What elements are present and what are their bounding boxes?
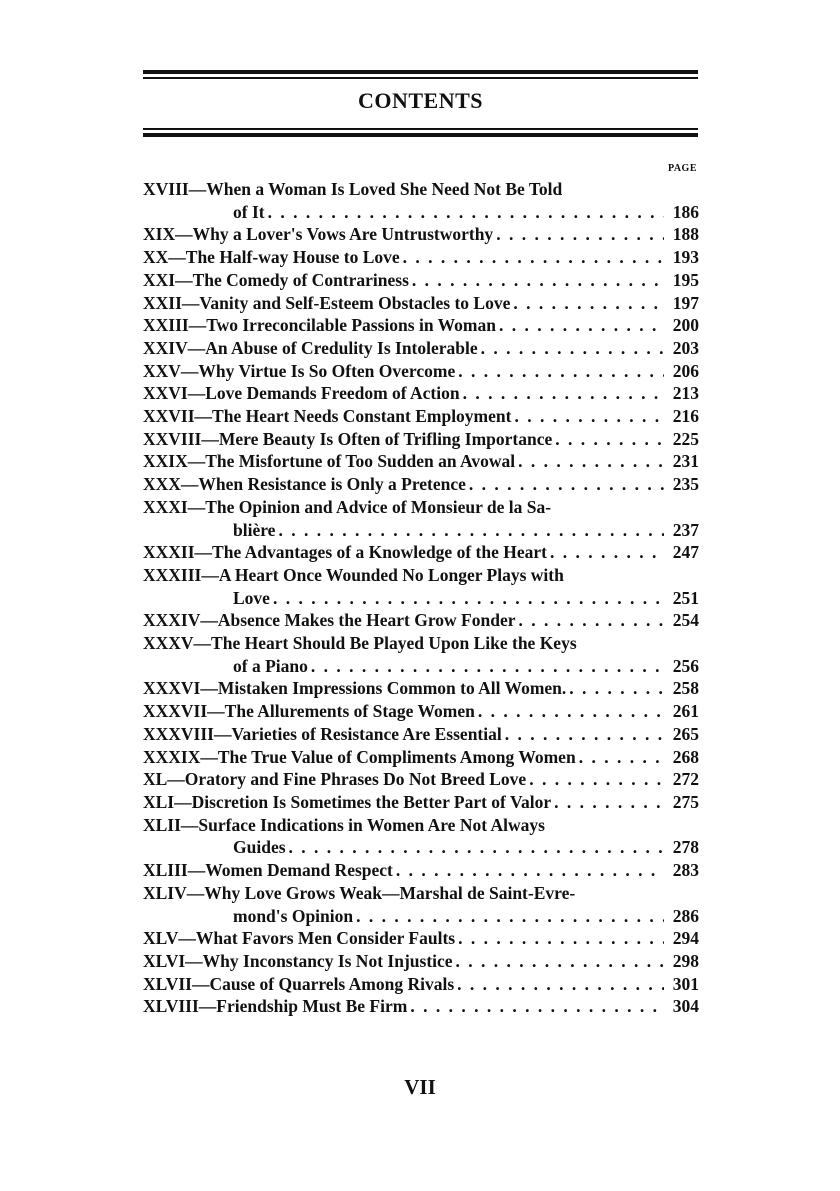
toc-entry-title: XXXIX—The True Value of Compliments Among Women (143, 746, 576, 767)
toc-entry (143, 382, 699, 405)
toc-page-number: 235 (672, 474, 699, 495)
toc-page-number: 261 (672, 701, 699, 722)
toc-entry-title: XXXV—The Heart Should Be Played Upon Like the Keys (143, 633, 577, 654)
toc-page-number: 237 (672, 519, 699, 540)
dot-leader (496, 223, 664, 246)
toc-entry-title: XLVI—Why Inconstancy Is Not Injustice (143, 950, 453, 971)
toc-page-number: 254 (672, 610, 699, 631)
toc-entry (143, 314, 699, 337)
toc-entry (143, 178, 699, 223)
toc-entry-continuation: Love (233, 587, 270, 608)
mid-rule-thick (143, 133, 698, 137)
dot-leader (529, 768, 664, 791)
toc-entry-title: XLVII—Cause of Quarrels Among Rivals (143, 973, 455, 994)
toc-entry-title: XXVIII—Mere Beauty Is Often of Trifling Importance (143, 428, 553, 449)
toc-entry (143, 882, 699, 927)
toc-entry-title: XLI—Discretion Is Sometimes the Better Part of Valor (143, 791, 552, 812)
toc-page-number: 294 (672, 928, 699, 949)
toc-entry (143, 428, 699, 451)
toc-entry-continuation: blière (233, 519, 276, 540)
dot-leader (518, 609, 664, 632)
toc-page-number: 298 (672, 950, 699, 971)
top-rule-thick (143, 70, 698, 74)
contents-heading: CONTENTS (357, 88, 484, 113)
toc-entry-title: XXV—Why Virtue Is So Often Overcome (143, 360, 456, 381)
top-rule-thin (143, 77, 698, 79)
toc-entry-title: XXIX—The Misfortune of Too Sudden an Avowal (143, 451, 516, 472)
toc-page-number: 195 (672, 269, 699, 290)
toc-entry-title: XXXIII—A Heart Once Wounded No Longer Plays with (143, 564, 564, 585)
dot-leader (268, 201, 664, 224)
toc-entry (143, 223, 699, 246)
toc-entry-title: XL—Oratory and Fine Phrases Do Not Breed Love (143, 769, 527, 790)
dot-leader (555, 428, 664, 451)
dot-leader (356, 905, 664, 928)
toc-entry (143, 541, 699, 564)
toc-page-number: 286 (672, 905, 699, 926)
toc-entry (143, 814, 699, 859)
toc-entry-title: XXXVIII—Varieties of Resistance Are Essential (143, 723, 502, 744)
toc-entry-continuation: mond's Opinion (233, 905, 354, 926)
dot-leader (463, 382, 664, 405)
toc-entry-title: XIX—Why a Lover's Vows Are Untrustworthy (143, 224, 494, 245)
toc-entry-title: XX—The Half-way House to Love (143, 247, 400, 268)
dot-leader (469, 473, 664, 496)
toc-page-number: 203 (672, 337, 699, 358)
toc-entry-title: XLIV—Why Love Grows Weak—Marshal de Saint-Evre- (143, 882, 576, 903)
toc-entry-continuation: of It (233, 201, 265, 222)
dot-leader (518, 450, 664, 473)
toc-page-number: 197 (672, 292, 699, 313)
toc-entry (143, 496, 699, 541)
dot-leader (412, 269, 664, 292)
toc-page-number: 231 (672, 451, 699, 472)
dot-leader (410, 995, 664, 1018)
toc-entry (143, 450, 699, 473)
dot-leader (458, 927, 664, 950)
toc-page-number: 272 (672, 769, 699, 790)
toc-entry (143, 995, 699, 1018)
dot-leader (481, 337, 664, 360)
toc-entry (143, 292, 699, 315)
dot-leader (456, 950, 664, 973)
toc-entry-title: XXXVII—The Allurements of Stage Women (143, 701, 475, 722)
toc-entry-title: XXXII—The Advantages of a Knowledge of the Heart (143, 542, 547, 563)
toc-entry (143, 564, 699, 609)
dot-leader (478, 700, 664, 723)
toc-entry (143, 677, 699, 700)
toc-entry (143, 791, 699, 814)
toc-entry (143, 405, 699, 428)
toc-page-number: 268 (672, 746, 699, 767)
toc-page-number: 251 (672, 587, 699, 608)
toc-page-number: 188 (672, 224, 699, 245)
toc-entry-title: XLV—What Favors Men Consider Faults (143, 928, 456, 949)
dot-leader (273, 587, 664, 610)
toc-entry (143, 768, 699, 791)
dot-leader (579, 746, 664, 769)
toc-entry (143, 609, 699, 632)
toc-page-number: 283 (672, 860, 699, 881)
dot-leader (458, 360, 664, 383)
page-column-label: PAGE (667, 163, 697, 174)
toc-entry-title: XXVI—Love Demands Freedom of Action (143, 383, 460, 404)
toc-page-number: 200 (672, 315, 699, 336)
toc-entry (143, 632, 699, 677)
toc-entry (143, 360, 699, 383)
toc-entry-title: XXVII—The Heart Needs Constant Employment (143, 406, 512, 427)
toc-entry-title: XLVIII—Friendship Must Be Firm (143, 996, 408, 1017)
toc-entry-title: XVIII—When a Woman Is Loved She Need Not Be Told (143, 179, 563, 199)
dot-leader (278, 519, 664, 542)
toc-page-number: 265 (672, 723, 699, 744)
toc-entry-continuation: Guides (233, 837, 286, 858)
toc-entry-title: XXXI—The Opinion and Advice of Monsieur de la Sa- (143, 496, 552, 517)
toc-page-number: 225 (672, 428, 699, 449)
toc-entry (143, 473, 699, 496)
toc-page-number: 213 (672, 383, 699, 404)
toc-entry-title: XXIV—An Abuse of Credulity Is Intolerable (143, 337, 478, 358)
toc-page-number: 258 (672, 678, 699, 699)
dot-leader (554, 791, 664, 814)
toc-entry-title: XXXIV—Absence Makes the Heart Grow Fonder (143, 610, 516, 631)
toc-page-number: 278 (672, 837, 699, 858)
toc-entry (143, 269, 699, 292)
toc-entry (143, 700, 699, 723)
dot-leader (505, 723, 664, 746)
toc-entry-title: XXXVI—Mistaken Impressions Common to All Women. (143, 678, 567, 699)
dot-leader (569, 677, 664, 700)
page-folio: VII (404, 1075, 436, 1099)
dot-leader (403, 246, 664, 269)
toc-page-number: 247 (672, 542, 699, 563)
toc-page-number: 216 (672, 406, 699, 427)
toc-entry (143, 950, 699, 973)
toc-page-number: 193 (672, 247, 699, 268)
toc-entry (143, 746, 699, 769)
toc-entry-continuation: of a Piano (233, 655, 308, 676)
dot-leader (289, 836, 664, 859)
toc-page-number: 301 (672, 973, 699, 994)
dot-leader (550, 541, 664, 564)
toc-entry (143, 927, 699, 950)
toc-page-number: 275 (672, 791, 699, 812)
toc-entry-title: XLIII—Women Demand Respect (143, 860, 393, 881)
toc-page-number: 256 (672, 655, 699, 676)
toc-entry-title: XXIII—Two Irreconcilable Passions in Woman (143, 315, 496, 336)
toc-entry (143, 973, 699, 996)
dot-leader (514, 405, 664, 428)
toc-entry (143, 337, 699, 360)
toc-entry-title: XXII—Vanity and Self-Esteem Obstacles to Love (143, 292, 511, 313)
toc-entry (143, 246, 699, 269)
dot-leader (311, 655, 664, 678)
contents-list (143, 178, 699, 1018)
toc-page-number: 206 (672, 360, 699, 381)
toc-entry-title: XLII—Surface Indications in Women Are Not Always (143, 814, 545, 835)
toc-entry (143, 723, 699, 746)
toc-entry (143, 859, 699, 882)
toc-entry-title: XXI—The Comedy of Contrariness (143, 269, 409, 290)
dot-leader (513, 292, 664, 315)
toc-page-number: 186 (672, 201, 699, 222)
dot-leader (396, 859, 664, 882)
toc-page-number: 304 (672, 996, 699, 1017)
dot-leader (457, 973, 664, 996)
dot-leader (499, 314, 664, 337)
mid-rule-thin (143, 128, 698, 130)
toc-entry-title: XXX—When Resistance is Only a Pretence (143, 474, 466, 495)
